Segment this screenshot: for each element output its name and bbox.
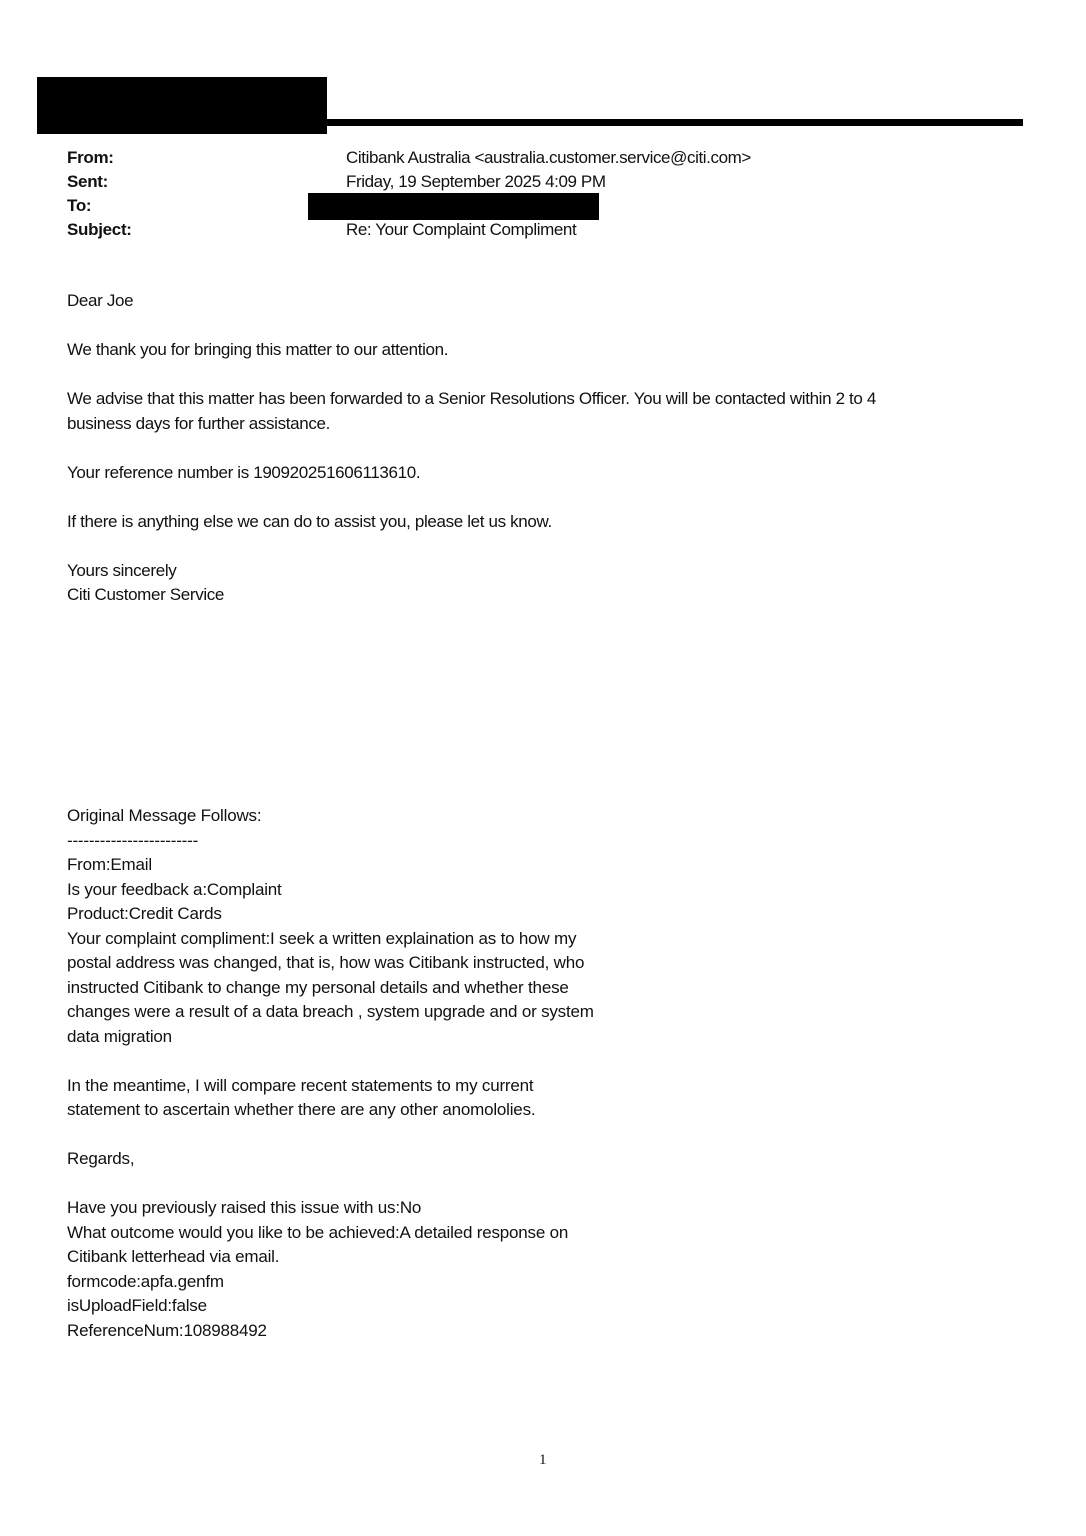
- reply-body: [67, 289, 1007, 608]
- original-product: Product:Credit Cards: [67, 904, 222, 923]
- complaint-line: instructed Citibank to change my personal details and whether these: [67, 977, 569, 997]
- upload-field: isUploadField:false: [67, 1296, 207, 1315]
- reply-paragraph-forwarded-line2: business days for further assistance.: [67, 413, 330, 433]
- signoff: Yours sincerely: [67, 560, 177, 580]
- original-heading: Original Message Follows:: [67, 806, 262, 825]
- header-sent-row: [67, 170, 751, 194]
- page-number: 1: [539, 1452, 547, 1468]
- reply-paragraph-assist: If there is anything else we can do to assist you, please let us know.: [67, 511, 552, 531]
- redaction-block-sender: [37, 77, 327, 134]
- header-rule: [327, 119, 1023, 126]
- subject-value: Re: Your Complaint Compliment: [346, 220, 577, 239]
- complaint-line: changes were a result of a data breach , system upgrade and or system: [67, 1002, 594, 1021]
- sent-label: Sent:: [67, 172, 109, 191]
- complaint-line: Your complaint compliment:I seek a written explaination as to how my: [67, 928, 577, 948]
- meantime-line: In the meantime, I will compare recent statements to my current: [67, 1075, 534, 1095]
- header-from-row: [67, 146, 751, 170]
- outcome-line: Citibank letterhead via email.: [67, 1247, 280, 1266]
- original-feedback-type: Is your feedback a:Complaint: [67, 879, 282, 899]
- original-from: From:Email: [67, 855, 152, 874]
- from-label: From:: [67, 148, 114, 167]
- reply-paragraph-reference: Your reference number is 190920251606113610.: [67, 462, 421, 482]
- original-separator: ------------------------: [67, 830, 199, 850]
- outcome-line: What outcome would you like to be achieved:A detailed response on: [67, 1222, 569, 1242]
- to-label: To:: [67, 196, 92, 215]
- header-subject-row: [67, 218, 751, 242]
- redaction-block-recipient: [308, 193, 599, 220]
- signature: Citi Customer Service: [67, 585, 225, 604]
- subject-label: Subject:: [67, 220, 132, 239]
- reference-num: ReferenceNum:108988492: [67, 1320, 267, 1340]
- greeting: Dear Joe: [67, 291, 134, 310]
- complaint-line: postal address was changed, that is, how was Citibank instructed, who: [67, 953, 585, 972]
- meantime-line: statement to ascertain whether there are any other anomololies.: [67, 1100, 536, 1119]
- reply-paragraph-forwarded-line1: We advise that this matter has been forwarded to a Senior Resolutions Officer. You will be contacted within 2 to 4: [67, 389, 877, 408]
- original-message: [67, 804, 667, 1343]
- from-value: Citibank Australia <australia.customer.service@citi.com>: [346, 148, 751, 167]
- previously-raised: Have you previously raised this issue with us:No: [67, 1198, 422, 1217]
- original-regards: Regards,: [67, 1149, 135, 1168]
- reply-paragraph-thanks: We thank you for bringing this matter to our attention.: [67, 340, 449, 359]
- sent-value: Friday, 19 September 2025 4:09 PM: [346, 172, 606, 191]
- formcode: formcode:apfa.genfm: [67, 1271, 224, 1291]
- complaint-line: data migration: [67, 1026, 172, 1046]
